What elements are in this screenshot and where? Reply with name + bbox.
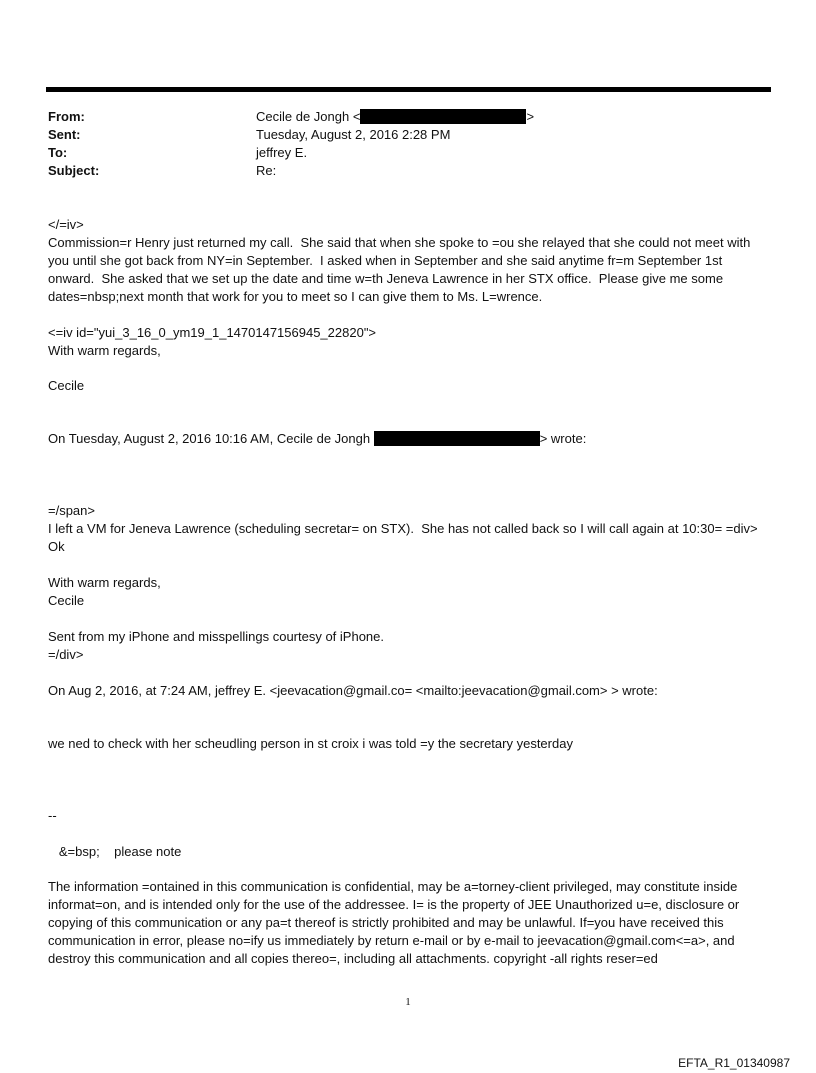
from-value — [256, 108, 534, 126]
page-number: 1 — [405, 996, 411, 1008]
quote-header-end: > wrote: — [539, 431, 587, 446]
from-name: Cecile de Jongh < — [256, 109, 361, 124]
redaction-box — [360, 109, 526, 124]
quote-header — [48, 430, 763, 448]
subject-label: Subject: — [48, 163, 100, 178]
body-paragraph: <=iv id="yui_3_16_0_ym19_1_1470147156945_22820"> With warm regards, — [48, 325, 377, 358]
signature: With warm regards, Cecile — [48, 575, 161, 608]
header-rule — [46, 87, 771, 92]
sent-label: Sent: — [48, 127, 81, 142]
body-paragraph: Sent from my iPhone and misspellings courtesy of iPhone. =/div> — [48, 629, 385, 662]
disclaimer: The information =ontained in this communication is confidential, may be a=torney-client privileged, may constitute inside informat=on, and is intended only for the use of the addressee. I= is the property of JEE Unauthorized u=e, disclosure or copying of this communication or any pa=t thereof is strictly prohibited and may be unlawful. If=you have received this communication in error, please no=ify us immediately by return e-mail or by e-mail to jeevacation@gmail.com<=a>, and destroy this communication and all copies thereo=, including all attachments. copyright -all rights reser=ed — [48, 879, 743, 966]
body-paragraph: &=bsp; please note — [48, 844, 182, 859]
from-label: From: — [48, 109, 85, 124]
signature: Cecile — [48, 378, 85, 393]
body-paragraph: =/span> I left a VM for Jeneva Lawrence (scheduling secretar= on STX). She has not called back so I will call again at 10:30= =div> Ok — [48, 503, 758, 554]
to-value: jeffrey E. — [256, 145, 308, 160]
to-label: To: — [48, 145, 68, 160]
bates-number: EFTA_R1_01340987 — [678, 1056, 790, 1070]
separator-text: -- — [48, 808, 57, 823]
body-paragraph: </=iv> Commission=r Henry just returned my call. She said that when she spoke to =ou she relayed that she could not meet with you until she got back from NY=in September. I asked when in September and she said anytime fr=m September 1st onward. She asked that we set up the date and time w=th Jeneva Lawrence in her STX office. Please give me some dates=nbsp;next month that work for you to meet so I can give them to Ms. L=wrence. — [48, 217, 751, 304]
quote-header-text: On Tuesday, August 2, 2016 10:16 AM, Cecile de Jongh — [48, 431, 374, 446]
from-close: > — [526, 109, 535, 124]
quote-header: On Aug 2, 2016, at 7:24 AM, jeffrey E. <jeevacation@gmail.co= <mailto:jeevacation@gmail.com> > wrote: — [48, 683, 658, 698]
subject-value: Re: — [256, 163, 277, 178]
sent-value: Tuesday, August 2, 2016 2:28 PM — [256, 127, 451, 142]
redaction-box — [374, 431, 540, 446]
body-paragraph: we ned to check with her scheudling person in st croix i was told =y the secretary yesterday — [48, 736, 573, 751]
